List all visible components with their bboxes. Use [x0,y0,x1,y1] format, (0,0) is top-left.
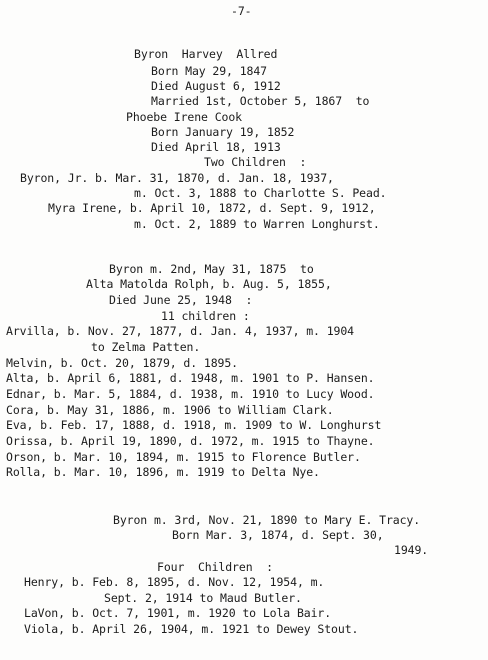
dotted-separator-2 [4,645,478,649]
s2-line-4: Arvilla, b. Nov. 27, 1877, d. Jan. 4, 1937, m. 1904 [6,324,355,338]
s2-line-0: Byron m. 2nd, May 31, 1875 to [109,262,314,276]
s1-line-4: Phoebe Irene Cook [126,110,243,124]
s1-line-5: Born January 19, 1852 [151,125,295,139]
s1-line-9: m. Oct. 3, 1888 to Charlotte S. Pead. [134,186,387,200]
s2-line-1: Alta Matolda Rolph, b. Aug. 5, 1855, [86,277,332,291]
s3-line-7: Viola, b. April 26, 1904, m. 1921 to Dewey Stout. [24,622,359,636]
s3-line-0: Byron m. 3rd, Nov. 21, 1890 to Mary E. Tracy. [113,513,421,527]
s2-line-12: Orson, b. Mar. 10, 1894, m. 1915 to Florence Butler. [6,450,361,464]
s1-line-0: Byron Harvey Allred [134,47,278,61]
s2-line-10: Eva, b. Feb. 17, 1888, d. 1918, m. 1909 to W. Longhurst [6,418,382,432]
s3-line-3: Four Children : [157,560,274,574]
s3-line-1: Born Mar. 3, 1874, d. Sept. 30, [172,528,384,542]
s2-line-7: Alta, b. April 6, 1881, d. 1948, m. 1901 to P. Hansen. [6,371,375,385]
dotted-separator-1 [4,240,478,244]
s2-line-2: Died June 25, 1948 : [109,293,253,307]
page-number: -7- [231,4,252,18]
s3-line-5: Sept. 2, 1914 to Maud Butler. [104,591,302,605]
s1-line-8: Byron, Jr. b. Mar. 31, 1870, d. Jan. 18, 1937, [20,171,334,185]
s3-line-6: LaVon, b. Oct. 7, 1901, m. 1920 to Lola Bair. [24,606,332,620]
s2-line-5: to Zelma Patten. [91,340,201,354]
s1-line-11: m. Oct. 2, 1889 to Warren Longhurst. [134,217,380,231]
s2-line-9: Cora, b. May 31, 1886, m. 1906 to William Clark. [6,403,334,417]
s1-line-7: Two Children : [204,155,307,169]
s1-line-1: Born May 29, 1847 [151,64,268,78]
s2-line-13: Rolla, b. Mar. 10, 1896, m. 1919 to Delta Nye. [6,465,320,479]
s2-line-11: Orissa, b. April 19, 1890, d. 1972, m. 1915 to Thayne. [6,434,375,448]
s1-line-3: Married 1st, October 5, 1867 to [151,94,370,108]
s3-line-4: Henry, b. Feb. 8, 1895, d. Nov. 12, 1954, m. [24,575,325,589]
s1-line-2: Died August 6, 1912 [151,79,281,93]
s3-line-2: 1949. [394,543,429,557]
s2-line-3: 11 children : [161,309,250,323]
s1-line-6: Died April 18, 1913 [151,140,281,154]
s2-line-8: Ednar, b. Mar. 5, 1884, d. 1938, m. 1910 to Lucy Wood. [6,387,375,401]
s2-line-6: Melvin, b. Oct. 20, 1879, d. 1895. [6,356,239,370]
s1-line-10: Myra Irene, b. April 10, 1872, d. Sept. 9, 1912, [48,201,376,215]
